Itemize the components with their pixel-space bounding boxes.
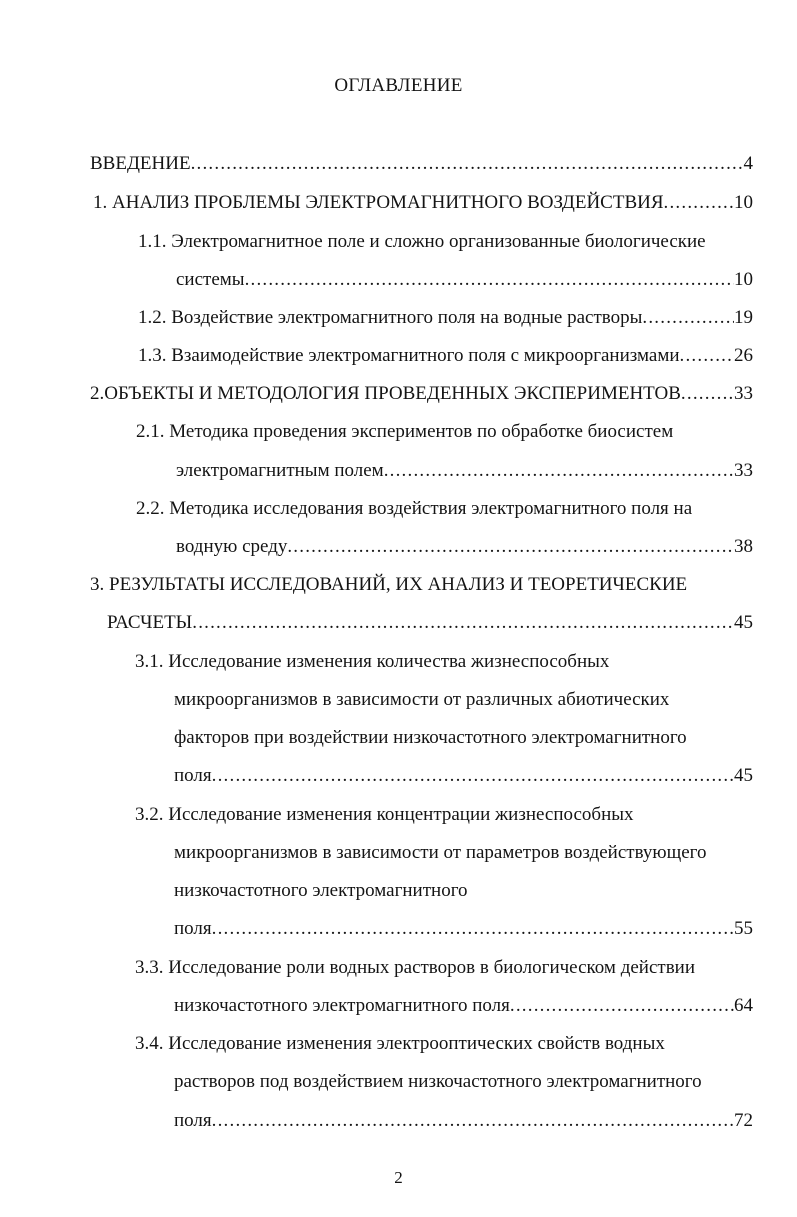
- toc-entry-3-2-line2[interactable]: [174, 840, 706, 866]
- toc-entry-3-1-line1[interactable]: [135, 649, 609, 675]
- leader-dots: [510, 993, 734, 1019]
- leader-dots: [681, 381, 734, 407]
- leader-dots: [384, 458, 734, 484]
- toc-entry-label: ВВЕДЕНИЕ: [90, 153, 191, 174]
- toc-entry-label: электромагнитным полем: [176, 460, 384, 481]
- leader-dots: [212, 763, 734, 789]
- toc-page-number: 55: [734, 918, 753, 939]
- toc-entry-label: поля: [174, 765, 212, 786]
- toc-entry-label: 1.2. Воздействие электромагнитного поля на водные растворы: [138, 307, 643, 328]
- toc-entry-label: 1. АНАЛИЗ ПРОБЛЕМЫ ЭЛЕКТРОМАГНИТНОГО ВОЗДЕЙСТВИЯ: [93, 192, 664, 213]
- toc-entry-chapter-2[interactable]: [90, 381, 753, 407]
- toc-entry-3-3-line2[interactable]: [174, 993, 753, 1019]
- toc-entry-3-2-line3[interactable]: [174, 878, 468, 904]
- toc-entry-1-1-line1[interactable]: [138, 229, 706, 255]
- toc-page-number: 38: [734, 536, 753, 557]
- toc-entry-label: поля: [174, 918, 212, 939]
- toc-entry-label: микроорганизмов в зависимости от различных абиотических: [174, 689, 670, 710]
- toc-entry-intro[interactable]: [90, 151, 753, 177]
- toc-entry-3-2-line1[interactable]: [135, 802, 634, 828]
- toc-entry-2-2-line1[interactable]: [136, 496, 692, 522]
- toc-entry-label: 2.1. Методика проведения экспериментов по обработке биосистем: [136, 421, 674, 442]
- toc-entry-label: низкочастотного электромагнитного: [174, 880, 468, 901]
- toc-entry-3-1-line2[interactable]: [174, 687, 669, 713]
- leader-dots: [212, 1108, 734, 1134]
- toc-entry-2-2-line2[interactable]: [176, 534, 753, 560]
- toc-page-number: 64: [734, 995, 753, 1016]
- toc-entry-1-3[interactable]: [138, 343, 753, 369]
- leader-dots: [642, 305, 734, 331]
- toc-page-number: 33: [734, 460, 753, 481]
- toc-page-number: 45: [734, 612, 753, 633]
- toc-entry-1-2[interactable]: [138, 305, 753, 331]
- toc-entry-label: РАСЧЕТЫ: [107, 612, 193, 633]
- toc-entry-2-1-line2[interactable]: [176, 458, 753, 484]
- toc-page-number: 33: [734, 383, 753, 404]
- leader-dots: [245, 267, 734, 293]
- toc-entry-label: 3.3. Исследование роли водных растворов в биологическом действии: [135, 957, 695, 978]
- leader-dots: [664, 190, 734, 216]
- toc-entry-label: факторов при воздействии низкочастотного электромагнитного: [174, 727, 687, 748]
- toc-entry-label: 3. РЕЗУЛЬТАТЫ ИССЛЕДОВАНИЙ, ИХ АНАЛИЗ И ТЕОРЕТИЧЕСКИЕ: [90, 574, 688, 595]
- toc-entry-2-1-line1[interactable]: [136, 419, 673, 445]
- toc-entry-3-1-line3[interactable]: [174, 725, 687, 751]
- toc-entry-chapter-1[interactable]: [93, 190, 753, 216]
- toc-entry-label: 3.2. Исследование изменения концентрации жизнеспособных: [135, 804, 634, 825]
- toc-page-number: 26: [734, 345, 753, 366]
- toc-entry-label: микроорганизмов в зависимости от параметров воздействующего: [174, 842, 707, 863]
- toc-entry-1-1-line2[interactable]: [176, 267, 753, 293]
- toc-entry-chapter-3-line1[interactable]: [90, 572, 687, 598]
- toc-entry-label: 3.1. Исследование изменения количества жизнеспособных: [135, 651, 610, 672]
- toc-entry-3-1-line4[interactable]: [174, 763, 753, 789]
- leader-dots: [680, 343, 734, 369]
- toc-entry-label: 2.ОБЪЕКТЫ И МЕТОДОЛОГИЯ ПРОВЕДЕННЫХ ЭКСПЕРИМЕНТОВ: [90, 383, 681, 404]
- leader-dots: [287, 534, 734, 560]
- toc-entry-3-3-line1[interactable]: [135, 955, 695, 981]
- toc-page-number: 4: [743, 153, 753, 174]
- leader-dots: [212, 916, 734, 942]
- toc-entry-3-4-line3[interactable]: [174, 1108, 753, 1134]
- page-number: 2: [394, 1168, 403, 1187]
- toc-page-number: 72: [734, 1110, 753, 1131]
- toc-page-number: 45: [734, 765, 753, 786]
- toc-page-number: 10: [734, 269, 753, 290]
- toc-entry-label: низкочастотного электромагнитного поля: [174, 995, 510, 1016]
- toc-entry-label: 1.3. Взаимодействие электромагнитного поля с микроорганизмами: [138, 345, 680, 366]
- toc-entry-3-2-line4[interactable]: [174, 916, 753, 942]
- page-title: ОГЛАВЛЕНИЕ: [334, 75, 463, 96]
- toc-entry-label: 3.4. Исследование изменения электрооптических свойств водных: [135, 1033, 665, 1054]
- toc-entry-label: водную среду: [176, 536, 288, 557]
- toc-entry-label: 2.2. Методика исследования воздействия электромагнитного поля на: [136, 498, 693, 519]
- toc-entry-label: растворов под воздействием низкочастотного электромагнитного: [174, 1071, 702, 1092]
- toc-entry-3-4-line1[interactable]: [135, 1031, 665, 1057]
- leader-dots: [191, 151, 744, 177]
- toc-entry-3-4-line2[interactable]: [174, 1069, 702, 1095]
- toc-entry-chapter-3-line2[interactable]: [107, 610, 753, 636]
- leader-dots: [192, 610, 734, 636]
- toc-page-number: 10: [734, 192, 753, 213]
- toc-entry-label: системы: [176, 269, 245, 290]
- toc-entry-label: поля: [174, 1110, 212, 1131]
- toc-entry-label: 1.1. Электромагнитное поле и сложно организованные биологические: [138, 231, 706, 252]
- toc-page-number: 19: [734, 307, 753, 328]
